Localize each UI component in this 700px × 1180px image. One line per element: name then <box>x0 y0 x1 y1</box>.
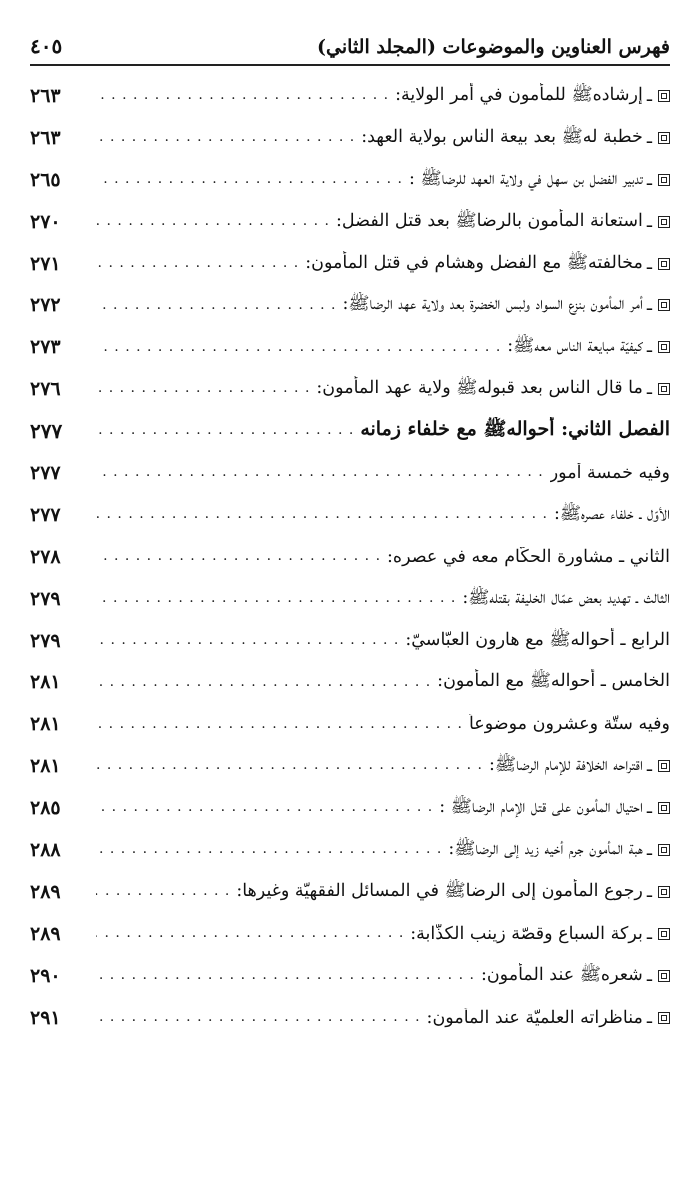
dot-leader <box>96 799 433 817</box>
dot-leader <box>96 925 404 943</box>
toc-entry <box>30 871 670 913</box>
toc-entry <box>30 75 670 117</box>
dot-leader <box>96 548 381 566</box>
toc-entry <box>30 117 670 159</box>
dot-leader <box>96 757 483 775</box>
square-bullet-icon <box>658 90 670 102</box>
dash-separator: ـ <box>646 127 652 148</box>
dot-leader <box>96 297 337 315</box>
entry-page-number: ٢٨٩ <box>30 880 61 903</box>
toc-entry <box>30 620 670 662</box>
toc-entry <box>30 452 670 494</box>
square-bullet-icon <box>658 970 670 982</box>
dash-separator: ـ <box>646 839 652 860</box>
dot-leader <box>96 841 442 859</box>
entry-title: شعره‌ﷺ عند المأمون: <box>480 964 643 985</box>
dot-leader <box>96 967 475 985</box>
entry-title: وفيه ستّة وعشرون موضوعاً <box>468 714 670 735</box>
entry-title: بركة السباع وقصّة زينب الكذّابة: <box>410 923 643 944</box>
entry-title: مناظراته العلميّة عند المأمون: <box>426 1007 643 1028</box>
entry-title: كيفيّة مبايعة الناس معه‌ﷺ: <box>507 336 643 357</box>
toc-entry <box>30 703 670 745</box>
dot-leader <box>96 171 403 189</box>
entry-page-number: ٢٨٨ <box>30 838 61 861</box>
square-bullet-icon <box>658 802 670 814</box>
entry-title: الرابع ـ أحواله‌ﷺ مع هارون العبّاسيّ: <box>405 629 670 650</box>
dash-separator: ـ <box>646 881 652 902</box>
square-bullet-icon <box>658 844 670 856</box>
entry-page-number: ٢٨١ <box>30 755 61 778</box>
entry-title: مخالفته‌ﷺ مع الفضل وهشام في قتل المأمون: <box>305 252 643 273</box>
square-bullet-icon <box>658 928 670 940</box>
entry-page-number: ٢٧٦ <box>30 378 61 401</box>
toc-entry <box>30 661 670 703</box>
entry-page-number: ٢٧١ <box>30 252 61 275</box>
square-bullet-icon <box>658 341 670 353</box>
toc-entry <box>30 913 670 955</box>
entry-page-number: ٢٨٥ <box>30 797 61 820</box>
toc-entry <box>30 284 670 326</box>
toc-entry <box>30 243 670 285</box>
entry-title: الخامس ـ أحواله‌ﷺ مع المأمون: <box>437 671 670 692</box>
toc-entry <box>30 955 670 997</box>
table-of-contents <box>30 75 670 1038</box>
page-header <box>30 22 670 66</box>
entry-page-number: ٢٦٥ <box>30 168 61 191</box>
dot-leader <box>96 674 431 692</box>
dash-separator: ـ <box>646 923 652 944</box>
dot-leader <box>96 213 330 231</box>
entry-page-number: ٢٧٢ <box>30 294 61 317</box>
dot-leader <box>96 129 355 147</box>
square-bullet-icon <box>658 299 670 311</box>
entry-title: إرشاده‌ﷺ للمأمون في أمر الولاية: <box>395 84 643 105</box>
dot-leader <box>96 632 399 650</box>
entry-page-number: ٢٧٨ <box>30 545 61 568</box>
entry-page-number: ٢٩٠ <box>30 964 61 987</box>
toc-entry <box>30 997 670 1039</box>
dash-separator: ـ <box>646 756 652 777</box>
entry-page-number: ٢٧٩ <box>30 629 61 652</box>
toc-entry <box>30 536 670 578</box>
entry-title: اقتراحه الخلافة للإمام الرضا‌ﷺ: <box>488 755 643 776</box>
square-bullet-icon <box>658 216 670 228</box>
dot-leader <box>96 716 463 734</box>
dot-leader <box>96 422 354 440</box>
toc-entry <box>30 745 670 787</box>
dot-leader <box>96 1009 421 1027</box>
entry-title: خطبة له‌ﷺ بعد بيعة الناس بولاية العهد: <box>361 126 643 147</box>
page-number: ٤٠٥ <box>30 34 63 58</box>
dash-separator: ـ <box>646 379 652 400</box>
dot-leader <box>96 506 548 524</box>
dot-leader <box>96 339 501 357</box>
square-bullet-icon <box>658 1012 670 1024</box>
dash-separator: ـ <box>646 337 652 358</box>
dot-leader <box>96 464 544 482</box>
dot-leader <box>96 590 456 608</box>
dash-separator: ـ <box>646 1007 652 1028</box>
entry-title: الفصل الثاني: أحواله‌ﷺ مع خلفاء زمانه <box>360 418 670 441</box>
square-bullet-icon <box>658 174 670 186</box>
toc-entry <box>30 201 670 243</box>
toc-entry <box>30 787 670 829</box>
dash-separator: ـ <box>646 798 652 819</box>
toc-entry <box>30 829 670 871</box>
entry-title: الأوّل ـ خلفاء عصره‌ﷺ: <box>554 503 670 524</box>
dot-leader <box>96 87 389 105</box>
entry-title: هبة المأمون جرم أخيه زيد إلى الرضا‌ﷺ: <box>448 838 643 859</box>
entry-page-number: ٢٦٣ <box>30 84 61 107</box>
dash-separator: ـ <box>646 169 652 190</box>
entry-page-number: ٢٧٧ <box>30 419 63 444</box>
entry-title: الثاني ـ مشاورة الحكّام معه في عصره: <box>387 546 670 567</box>
toc-entry <box>30 578 670 620</box>
entry-page-number: ٢٧٧ <box>30 503 61 526</box>
dot-leader <box>96 883 230 901</box>
entry-title: وفيه خمسة أمور <box>549 462 670 483</box>
entry-title: الثالث ـ تهديد بعض عمّال الخليفة بقتله‌ﷺ: <box>462 587 670 608</box>
entry-page-number: ٢٧٣ <box>30 336 61 359</box>
entry-title: احتيال المأمون على قتل الإمام الرضا‌ﷺ : <box>439 797 643 818</box>
entry-page-number: ٢٨١ <box>30 671 61 694</box>
entry-title: تدبير الفضل بن سهل في ولاية العهد للرضا‌ﷺ : <box>408 168 643 189</box>
entry-page-number: ٢٧٩ <box>30 587 61 610</box>
entry-title: ما قال الناس بعد قبوله‌ﷺ ولاية عهد المأمون: <box>316 378 643 399</box>
dash-separator: ـ <box>646 253 652 274</box>
running-title: فهرس العناوين والموضوعات (المجلد الثاني) <box>317 36 670 58</box>
dot-leader <box>96 255 299 273</box>
entry-title: رجوع المأمون إلى الرضا‌ﷺ في المسائل الفقهيّة وغيرها: <box>236 880 643 901</box>
dash-separator: ـ <box>646 295 652 316</box>
entry-page-number: ٢٨٩ <box>30 922 61 945</box>
dot-leader <box>96 380 310 398</box>
square-bullet-icon <box>658 886 670 898</box>
toc-entry <box>30 368 670 410</box>
entry-title: أمر المأمون بنزع السواد ولبس الخضرة بعد ولاية عهد الرضا‌ﷺ: <box>342 294 643 315</box>
dash-separator: ـ <box>646 85 652 106</box>
square-bullet-icon <box>658 760 670 772</box>
dash-separator: ـ <box>646 211 652 232</box>
entry-title: استعانة المأمون بالرضا‌ﷺ بعد قتل الفضل: <box>336 210 643 231</box>
entry-page-number: ٢٩١ <box>30 1006 61 1029</box>
entry-page-number: ٢٨١ <box>30 713 61 736</box>
toc-entry <box>30 159 670 201</box>
entry-page-number: ٢٧٠ <box>30 210 61 233</box>
square-bullet-icon <box>658 132 670 144</box>
dash-separator: ـ <box>646 965 652 986</box>
chapter-heading-row <box>30 410 670 452</box>
toc-entry <box>30 326 670 368</box>
entry-page-number: ٢٦٣ <box>30 126 61 149</box>
entry-page-number: ٢٧٧ <box>30 461 61 484</box>
square-bullet-icon <box>658 258 670 270</box>
toc-entry <box>30 494 670 536</box>
square-bullet-icon <box>658 383 670 395</box>
